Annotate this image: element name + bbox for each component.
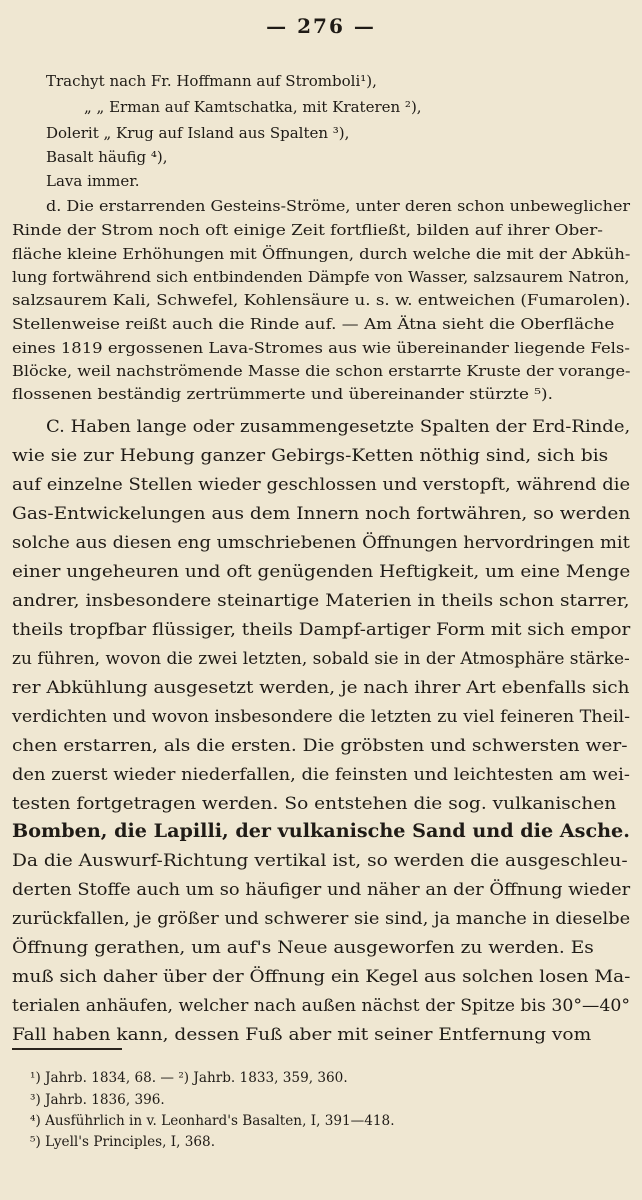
text-line: solche aus diesen eng umschriebenen Öffnungen hervordringen mit	[12, 533, 630, 552]
text-line: eines 1819 ergossenen Lava-Stromes aus wie übereinander liegende Fels-	[12, 339, 630, 357]
text-line: d. Die erstarrenden Gesteins-Ströme, unter deren schon unbeweglicher	[46, 197, 631, 215]
footnote: ³) Jahrb. 1836, 396.	[30, 1092, 165, 1108]
text-line: fläche kleine Erhöhungen mit Öffnungen, durch welche die mit der Abküh-	[12, 245, 631, 263]
text-line-emphasis: Bomben, die Lapilli, der vulkanische Sand und die Asche.	[12, 820, 630, 842]
text-line: derten Stoffe auch um so häufiger und näher an der Öffnung wieder	[12, 880, 631, 899]
text-line: theils tropfbar flüssiger, theils Dampf-artiger Form mit sich empor	[12, 620, 631, 639]
footnote: ⁵) Lyell's Principles, I, 368.	[30, 1134, 216, 1150]
text-line: Fall haben kann, dessen Fuß aber mit seiner Entfernung vom	[12, 1025, 592, 1044]
text-line: chen erstarren, als die ersten. Die gröbsten und schwersten wer-	[12, 736, 628, 755]
text-line: andrer, insbesondere steinartige Materien in theils schon starrer,	[12, 591, 630, 610]
text-line: C. Haben lange oder zusammengesetzte Spalten der Erd-Rinde,	[46, 417, 631, 436]
text-line: Öffnung gerathen, um auf's Neue ausgeworfen zu werden. Es	[12, 938, 594, 957]
text-line: zu führen, wovon die zwei letzten, sobald sie in der Atmosphäre stärke-	[12, 649, 630, 668]
footnote-rule	[12, 1048, 122, 1050]
footnote: ¹) Jahrb. 1834, 68. — ²) Jahrb. 1833, 359, 360.	[30, 1070, 348, 1086]
text-line: Stellenweise reißt auch die Rinde auf. — Am Ätna sieht die Oberfläche	[12, 315, 615, 333]
text-line: Trachyt nach Fr. Hoffmann auf Stromboli¹),	[46, 72, 377, 90]
text-line: flossenen beständig zertrümmerte und übereinander stürzte ⁵).	[12, 385, 553, 403]
text-line: lung fortwährend sich entbindenden Dämpfe von Wasser, salzsaurem Natron,	[12, 268, 630, 286]
text-line: wie sie zur Hebung ganzer Gebirgs-Ketten nöthig sind, sich bis	[12, 446, 609, 465]
text-line: Da die Auswurf-Richtung vertikal ist, so werden die ausgeschleu-	[12, 851, 628, 870]
text-line: Blöcke, weil nachströmende Masse die schon erstarrte Kruste der vorange-	[12, 362, 631, 380]
text-line: rer Abkühlung ausgesetzt werden, je nach ihrer Art ebenfalls sich	[12, 678, 630, 697]
text-line: verdichten und wovon insbesondere die letzten zu viel feineren Theil-	[12, 707, 630, 726]
text-line: Basalt häufig ⁴),	[46, 148, 168, 166]
text-line: salzsaurem Kali, Schwefel, Kohlensäure u. s. w. entweichen (Fumarolen).	[12, 291, 631, 309]
text-line: muß sich daher über der Öffnung ein Kegel aus solchen losen Ma-	[12, 967, 631, 986]
page-number: — 276 —	[266, 14, 376, 38]
text-line: auf einzelne Stellen wieder geschlossen und verstopft, während die	[12, 475, 631, 494]
text-line: testen fortgetragen werden. So entstehen die sog. vulkanischen	[12, 794, 617, 813]
text-line: terialen anhäufen, welcher nach außen nächst der Spitze bis 30°—40°	[12, 996, 631, 1015]
text-line: Dolerit „ Krug auf Island aus Spalten ³),	[46, 124, 350, 142]
text-line: „ „ Erman auf Kamtschatka, mit Krateren ²),	[84, 98, 422, 116]
text-line: zurückfallen, je größer und schwerer sie sind, ja manche in dieselbe	[12, 909, 631, 928]
text-line: den zuerst wieder niederfallen, die feinsten und leichtesten am wei-	[12, 765, 630, 784]
text-line: Lava immer.	[46, 172, 140, 190]
text-line: einer ungeheuren und oft genügenden Heftigkeit, um eine Menge	[12, 562, 631, 581]
footnote: ⁴) Ausführlich in v. Leonhard's Basalten, I, 391—418.	[30, 1113, 395, 1129]
text-line: Gas-Entwickelungen aus dem Innern noch fortwähren, so werden	[12, 504, 631, 523]
text-line: Rinde der Strom noch oft einige Zeit fortfließt, bilden auf ihrer Ober-	[12, 221, 603, 239]
